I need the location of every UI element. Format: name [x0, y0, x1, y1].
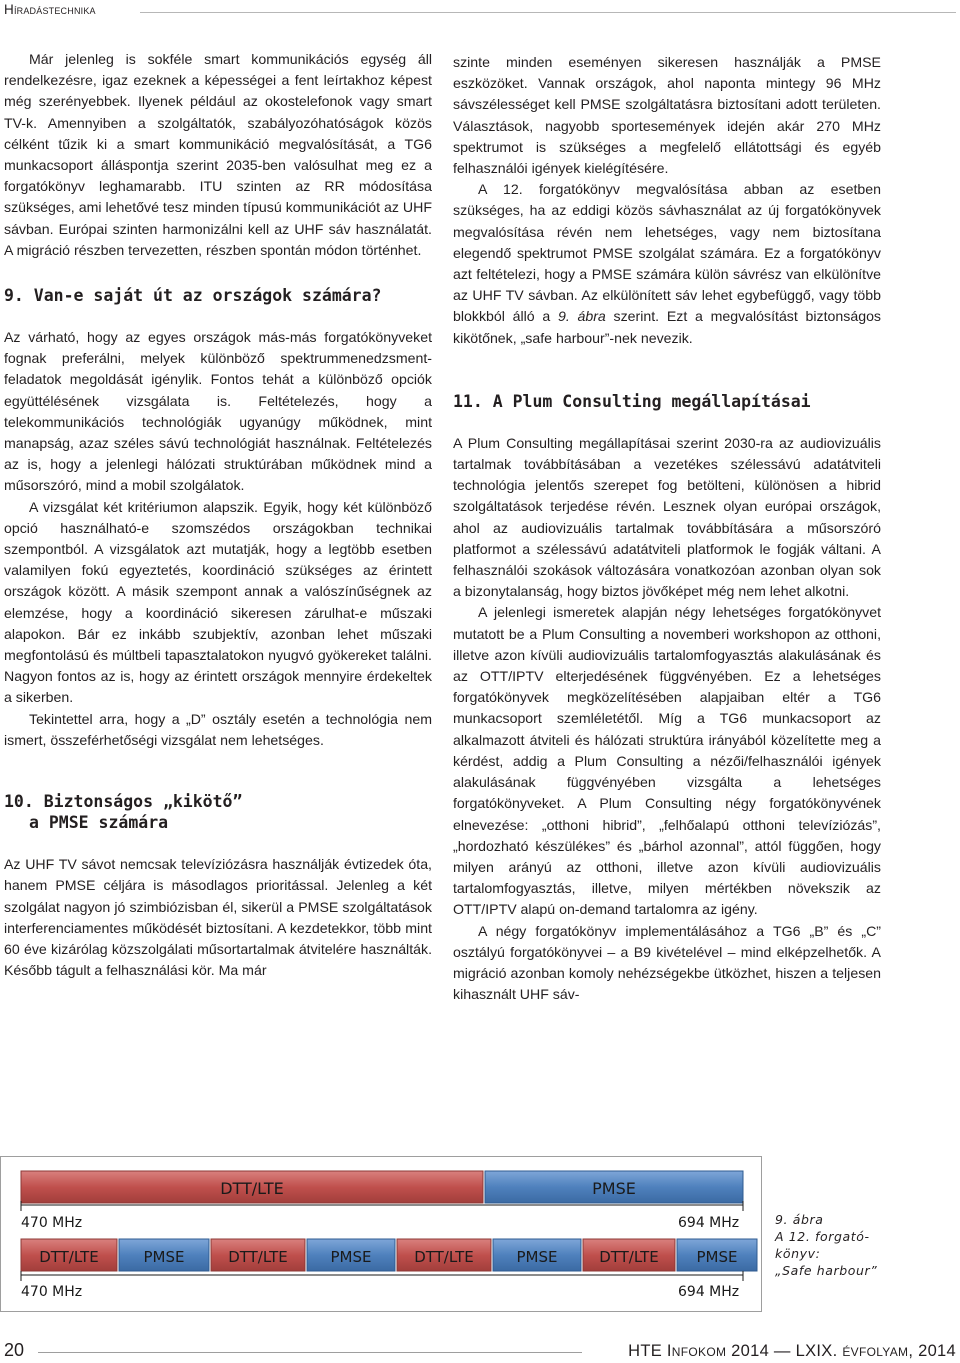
intro-paragraph: Már jelenleg is sokféle smart kommunikációs egység áll rendelkezésre, igaz ezeknek a képességei a fent leírtakhoz képest még szerényebbek. Ilyenek például az okostelefonok vagy smart TV-k. Amennyiben a szolgáltatók, szabályozóhatóságok közös célként tűzik ki a smart kommunikáció megvalósítását, a TG6 munkacsoport álláspontja szerint 2035-ben valósulhat meg ez a forgatókönyv leghamarabb. ITU szinten az RR módosítása szükséges, ami lehetővé tesz minden típusú kommunikációt az UHF sávban. Európai szinten harmonizálni kell az UHF sáv használatát. A migráció részben tervezetten, részben spontán módon történhet.	[4, 51, 432, 258]
section-10-heading-line-1: 10. Biztonságos „kikötő”	[4, 792, 243, 812]
bottom-pmse-label: PMSE	[143, 1248, 185, 1266]
running-header: Híradástechnika	[4, 2, 96, 17]
section-9-heading: 9. Van-e saját út az országok számára?	[4, 286, 382, 306]
figure-caption	[775, 1211, 905, 1279]
caption-line-4: „Safe harbour”	[775, 1263, 878, 1278]
footer-journal-title: HTE Infokom 2014 — LXIX. évfolyam, 2014	[628, 1342, 956, 1360]
section-10-heading-line-2: a PMSE számára	[29, 813, 169, 833]
bottom-pmse-label: PMSE	[516, 1248, 558, 1266]
section-9-paragraph-2: A vizsgálat két kritériumon alapszik. Egyik, hogy két különböző opció használható-e szomszédos országokban technikai szempontból. A vizsgálatok azt mutatják, hogy a legtöbb esetben valamilyen fokú egyeztetés, koordináció szükséges az érintett országok között. A másik szempont annak a valószínűségnek az elemzése, hogy a koordináció sikeresen zárulhat-e műszaki alapokon. Bár ez inkább szubjektív, azonban lehet műszaki megfontolású és múltbeli tapasztalatokon nyugvó gyökereket találni. Nagyon fontos az is, hogy az érintett országok mennyire érdekeltek a sikerben.	[4, 498, 432, 706]
bottom-axis-end-label: 694 MHz	[678, 1284, 740, 1300]
caption-line-2: A 12. forgató-	[775, 1229, 870, 1244]
figure-reference: 9. ábra	[557, 308, 606, 325]
bottom-dtt-lte-label: DTT/LTE	[414, 1248, 474, 1266]
section-11-paragraph-3: A négy forgatókönyv implementálásához a TG6 „B” és „C” osztályú forgatókönyvei – a B9 kivételével – mind elképzelhetők. A migráció azonban komoly nehézségekbe ütközhet, hiszen a teljesen kihasznált UHF sáv-	[453, 922, 881, 1003]
bottom-dtt-lte-label: DTT/LTE	[599, 1248, 659, 1266]
band-plan-diagram	[1, 1157, 763, 1313]
bottom-pmse-label: PMSE	[696, 1248, 738, 1266]
section-10-paragraph: Az UHF TV sávot nemcsak televíziózásra használják évtizedek óta, hanem PMSE céljára is másodlagos prioritással. Jelenleg a két szolgálat nagyon jó szimbiózisban él, sikerül a PMSE szolgáltatások interferenciamentes működését biztosítani. A kezdetekkor, több mint 60 éve kizárólag közszolgálati műsortartalmak átvitelére használták. Később tágult a felhasználási kör. Ma már	[4, 856, 432, 979]
section-9-paragraph-3: Tekintettel arra, hogy a „D” osztály esetén a technológia nem ismert, összeférhetőségi vizsgálat nem lehetséges.	[4, 710, 432, 748]
figure-9-band-plan	[0, 1156, 762, 1312]
section-9-paragraph-1: Az várható, hogy az egyes országok más-más forgatókönyveket fognak preferálni, melyek különböző spektrummenedzsment-feladatok megoldását igénylik. Fontos tehát a különböző opciók együttélésének vizsgálata is. Feltételezés, hogy a telekommunikációs technológiák ugyanúgy működnek, mint manapság, azaz széles sávú technológiát használnak. Feltételezés az is, hogy a jelenlegi hálózati struktúrában működnek mind a műsorszóró, mind a mobil szolgálatok.	[4, 329, 432, 494]
top-pmse-label: PMSE	[592, 1179, 636, 1198]
section-11-paragraph-1: A Plum Consulting megállapításai szerint 2030-ra az audiovizuális tartalmak továbbításában a vezetékes szélessávú adatátviteli technológia jelentős szerepet fog betölteni, különösen a hibrid szolgáltatások terjedése révén. Lesznek olyan európai országok, ahol az audiovizuális tartalmak továbbítására a műsorszóró platformot a szélessávú adatátviteli platformok le fogják váltani. A felhasználói szokások változására vonatkozóan azonban olyan sok a bizonytalanság, hogy biztos jövőképet még nem lehet alkotni.	[453, 434, 881, 600]
footer-rule	[38, 1352, 582, 1353]
section-10-heading	[4, 791, 432, 833]
caption-line-3: könyv:	[775, 1246, 821, 1261]
right-column	[453, 52, 881, 1005]
left-column	[4, 49, 432, 981]
bottom-pmse-label: PMSE	[330, 1248, 372, 1266]
top-axis-start-label: 470 MHz	[21, 1215, 83, 1231]
scenario-12-text-a: A 12. forgatókönyv megvalósítása abban az esetben szükséges, ha az eddigi közös sávhasználat az új forgatókönyvek megvalósítása révén nem lehetséges, vagy nem biztosítana elegendő spektrumot PMSE szolgálat számára. Ez a forgatókönyv azt feltételezi, hogy a PMSE számára külön sávrész van elkülönítve az UHF TV sávban. Az elkülönített sáv lehet egybefüggő, vagy több blokkból álló a	[453, 181, 881, 325]
caption-line-1: 9. ábra	[775, 1212, 824, 1227]
bottom-dtt-lte-label: DTT/LTE	[39, 1248, 99, 1266]
section-11-heading: 11. A Plum Consulting megállapításai	[453, 391, 811, 411]
page-number: 20	[4, 1340, 25, 1360]
scenario-12-paragraph	[453, 179, 881, 349]
top-dtt-lte-label: DTT/LTE	[220, 1179, 284, 1198]
bottom-axis-start-label: 470 MHz	[21, 1284, 83, 1300]
bottom-segmented-bar	[21, 1239, 757, 1271]
bottom-dtt-lte-label: DTT/LTE	[228, 1248, 288, 1266]
continued-paragraph: szinte minden eseményen sikeresen használják a PMSE eszközöket. Vannak országok, ahol naponta mintegy 96 MHz sávszélességet kell PMSE szolgáltatásra biztosítani adott területen. Választások, nagyobb sportesemények idején akár 270 MHz spektrumot is szükséges a megfelelő ellátottsági és egyéb felhasználói igények kielégítésére.	[453, 54, 881, 177]
top-axis-end-label: 694 MHz	[678, 1215, 740, 1231]
header-rule	[140, 12, 956, 13]
scenario-12-text-b: szerint. Ezt a megvalósítást biztonságos kikötőnek, „safe harbour”-nek nevezik.	[453, 308, 881, 346]
section-11-paragraph-2: A jelenlegi ismeretek alapján négy lehetséges forgatókönyvet mutatott be a Plum Consulting a novemberi workshopon az otthoni, illetve azon kívüli audiovizuális tartalomfogyasztás alakulásának és az OTT/IPTV elterjedésének függvényében. Ez a lehetséges forgatókönyvek megközelítésében alapjaiban eltér a TG6 munkacsoport szemléletétől. Míg a TG6 munkacsoport az alkalmazott átviteli és hálózati struktúra irányából közelítette meg a kérdést, addig a Plum Consulting a nézői/felhasználói igények alakulásának függvényében vizsgálta a lehetséges forgatókönyveket. A Plum Consulting négy forgatókönyvének elnevezése: „otthoni hibrid”, „felhőalapú otthoni televíziózás”, „hordozható készülékes” és „bárhol azonnal”, attól függően, hogy milyen arányú az otthoni, illetve azon kívüli audiovizuális tartalomfogyasztás, illetve, milyen mértékben növekszik az OTT/IPTV alapú on-demand tartalomra az igény.	[453, 604, 881, 918]
